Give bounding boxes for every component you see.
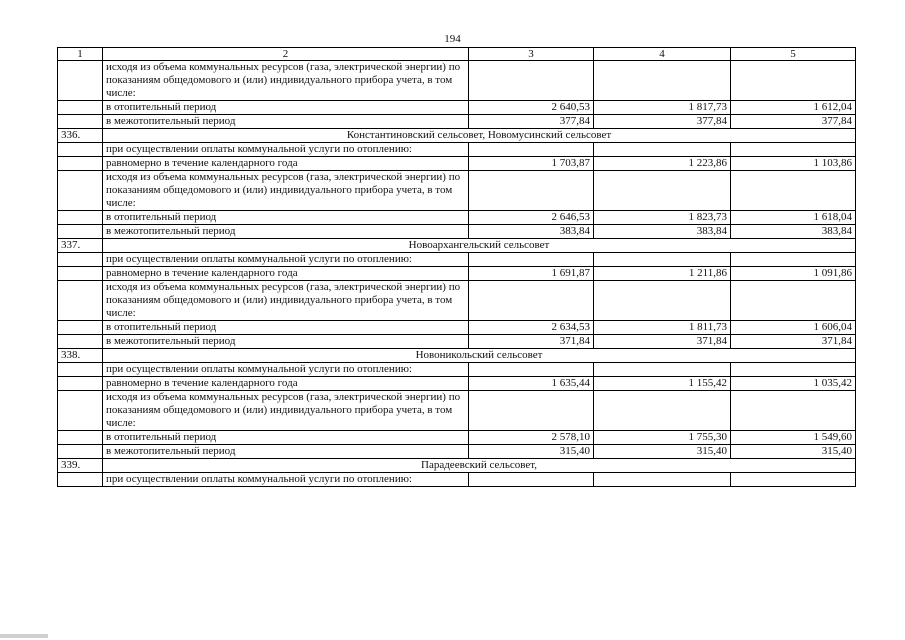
- value-col-3: 383,84: [469, 225, 594, 239]
- value-row: [58, 445, 856, 459]
- value-col-3: 2 646,53: [469, 211, 594, 225]
- section-title: Новоархангельский сельсовет: [103, 239, 856, 253]
- value-col-4: 377,84: [594, 115, 731, 129]
- header-cell-3: 3: [469, 48, 594, 61]
- row-label: в отопительный период: [103, 101, 469, 115]
- value-row: [58, 211, 856, 225]
- row-label: исходя из объема коммунальных ресурсов (газа, электрической энергии) по показаниям общедомового и (или) индивидуального прибора учета, в том числе:: [103, 281, 469, 321]
- value-col-5: 1 103,86: [731, 157, 856, 171]
- empty-cell: [469, 61, 594, 101]
- value-col-5: 1 091,86: [731, 267, 856, 281]
- empty-cell: [731, 473, 856, 487]
- section-title: Константиновский сельсовет, Новомусинский сельсовет: [103, 129, 856, 143]
- empty-cell: [58, 267, 103, 281]
- value-row: [58, 335, 856, 349]
- row-label: в межотопительный период: [103, 115, 469, 129]
- header-row: [58, 48, 856, 61]
- value-col-4: 1 811,73: [594, 321, 731, 335]
- empty-cell: [731, 253, 856, 267]
- empty-cell: [731, 363, 856, 377]
- section-row: [58, 459, 856, 473]
- header-cell-2: 2: [103, 48, 469, 61]
- header-cell-5: 5: [731, 48, 856, 61]
- value-row: [58, 225, 856, 239]
- value-col-5: 383,84: [731, 225, 856, 239]
- empty-cell: [594, 253, 731, 267]
- empty-cell: [469, 281, 594, 321]
- value-row: [58, 431, 856, 445]
- row-label: исходя из объема коммунальных ресурсов (газа, электрической энергии) по показаниям общедомового и (или) индивидуального прибора учета, в том числе:: [103, 61, 469, 101]
- value-col-3: 1 635,44: [469, 377, 594, 391]
- empty-cell: [58, 101, 103, 115]
- row-label: исходя из объема коммунальных ресурсов (газа, электрической энергии) по показаниям общедомового и (или) индивидуального прибора учета, в том числе:: [103, 171, 469, 211]
- empty-cell: [594, 473, 731, 487]
- value-col-4: 383,84: [594, 225, 731, 239]
- empty-cell: [58, 171, 103, 211]
- row-label: в отопительный период: [103, 431, 469, 445]
- row-label: при осуществлении оплаты коммунальной услуги по отоплению:: [103, 363, 469, 377]
- header-cell-4: 4: [594, 48, 731, 61]
- text-row: [58, 253, 856, 267]
- empty-cell: [594, 363, 731, 377]
- value-row: [58, 377, 856, 391]
- section-number: 338.: [58, 349, 103, 363]
- value-col-5: 1 606,04: [731, 321, 856, 335]
- value-row: [58, 115, 856, 129]
- empty-cell: [594, 143, 731, 157]
- value-col-4: 1 223,86: [594, 157, 731, 171]
- row-label: исходя из объема коммунальных ресурсов (газа, электрической энергии) по показаниям общедомового и (или) индивидуального прибора учета, в том числе:: [103, 391, 469, 431]
- empty-cell: [731, 171, 856, 211]
- empty-cell: [594, 171, 731, 211]
- row-label: равномерно в течение календарного года: [103, 267, 469, 281]
- row-label: в отопительный период: [103, 321, 469, 335]
- section-row: [58, 239, 856, 253]
- empty-cell: [469, 363, 594, 377]
- page-number: 194: [444, 33, 461, 45]
- empty-cell: [58, 281, 103, 321]
- value-col-3: 1 703,87: [469, 157, 594, 171]
- value-row: [58, 101, 856, 115]
- empty-cell: [58, 157, 103, 171]
- value-col-3: 315,40: [469, 445, 594, 459]
- row-label: равномерно в течение календарного года: [103, 377, 469, 391]
- empty-cell: [58, 377, 103, 391]
- value-col-5: 1 035,42: [731, 377, 856, 391]
- section-number: 336.: [58, 129, 103, 143]
- row-label: в межотопительный период: [103, 335, 469, 349]
- row-label: в межотопительный период: [103, 445, 469, 459]
- value-row: [58, 267, 856, 281]
- empty-cell: [58, 225, 103, 239]
- empty-cell: [469, 253, 594, 267]
- text-row: [58, 391, 856, 431]
- scan-edge-mark: [0, 634, 48, 638]
- empty-cell: [594, 391, 731, 431]
- empty-cell: [731, 391, 856, 431]
- empty-cell: [594, 61, 731, 101]
- header-cell-1: 1: [58, 48, 103, 61]
- row-label: равномерно в течение календарного года: [103, 157, 469, 171]
- empty-cell: [731, 143, 856, 157]
- value-col-3: 2 640,53: [469, 101, 594, 115]
- empty-cell: [594, 281, 731, 321]
- section-row: [58, 129, 856, 143]
- empty-cell: [469, 143, 594, 157]
- empty-cell: [731, 281, 856, 321]
- value-col-4: 1 755,30: [594, 431, 731, 445]
- empty-cell: [58, 473, 103, 487]
- empty-cell: [58, 61, 103, 101]
- row-label: в межотопительный период: [103, 225, 469, 239]
- text-row: [58, 281, 856, 321]
- section-number: 339.: [58, 459, 103, 473]
- text-row: [58, 363, 856, 377]
- text-row: [58, 143, 856, 157]
- empty-cell: [58, 321, 103, 335]
- value-col-4: 1 211,86: [594, 267, 731, 281]
- value-col-3: 2 578,10: [469, 431, 594, 445]
- value-col-3: 1 691,87: [469, 267, 594, 281]
- empty-cell: [469, 391, 594, 431]
- empty-cell: [58, 391, 103, 431]
- tariff-table: [57, 47, 856, 487]
- text-row: [58, 171, 856, 211]
- value-col-5: 377,84: [731, 115, 856, 129]
- value-col-4: 1 817,73: [594, 101, 731, 115]
- value-col-4: 1 823,73: [594, 211, 731, 225]
- row-label: при осуществлении оплаты коммунальной услуги по отоплению:: [103, 143, 469, 157]
- value-col-4: 315,40: [594, 445, 731, 459]
- empty-cell: [58, 431, 103, 445]
- value-col-5: 1 618,04: [731, 211, 856, 225]
- row-label: в отопительный период: [103, 211, 469, 225]
- section-number: 337.: [58, 239, 103, 253]
- empty-cell: [58, 363, 103, 377]
- text-row: [58, 61, 856, 101]
- value-col-5: 1 549,60: [731, 431, 856, 445]
- row-label: при осуществлении оплаты коммунальной услуги по отоплению:: [103, 253, 469, 267]
- empty-cell: [58, 143, 103, 157]
- empty-cell: [58, 253, 103, 267]
- value-col-4: 1 155,42: [594, 377, 731, 391]
- value-col-4: 371,84: [594, 335, 731, 349]
- value-col-3: 377,84: [469, 115, 594, 129]
- empty-cell: [469, 171, 594, 211]
- section-row: [58, 349, 856, 363]
- empty-cell: [469, 473, 594, 487]
- value-col-3: 371,84: [469, 335, 594, 349]
- value-row: [58, 321, 856, 335]
- empty-cell: [58, 115, 103, 129]
- value-col-5: 1 612,04: [731, 101, 856, 115]
- section-title: Парадеевский сельсовет,: [103, 459, 856, 473]
- value-col-5: 315,40: [731, 445, 856, 459]
- empty-cell: [58, 211, 103, 225]
- section-title: Новоникольский сельсовет: [103, 349, 856, 363]
- row-label: при осуществлении оплаты коммунальной услуги по отоплению:: [103, 473, 469, 487]
- value-row: [58, 157, 856, 171]
- empty-cell: [58, 445, 103, 459]
- text-row: [58, 473, 856, 487]
- value-col-3: 2 634,53: [469, 321, 594, 335]
- empty-cell: [731, 61, 856, 101]
- empty-cell: [58, 335, 103, 349]
- value-col-5: 371,84: [731, 335, 856, 349]
